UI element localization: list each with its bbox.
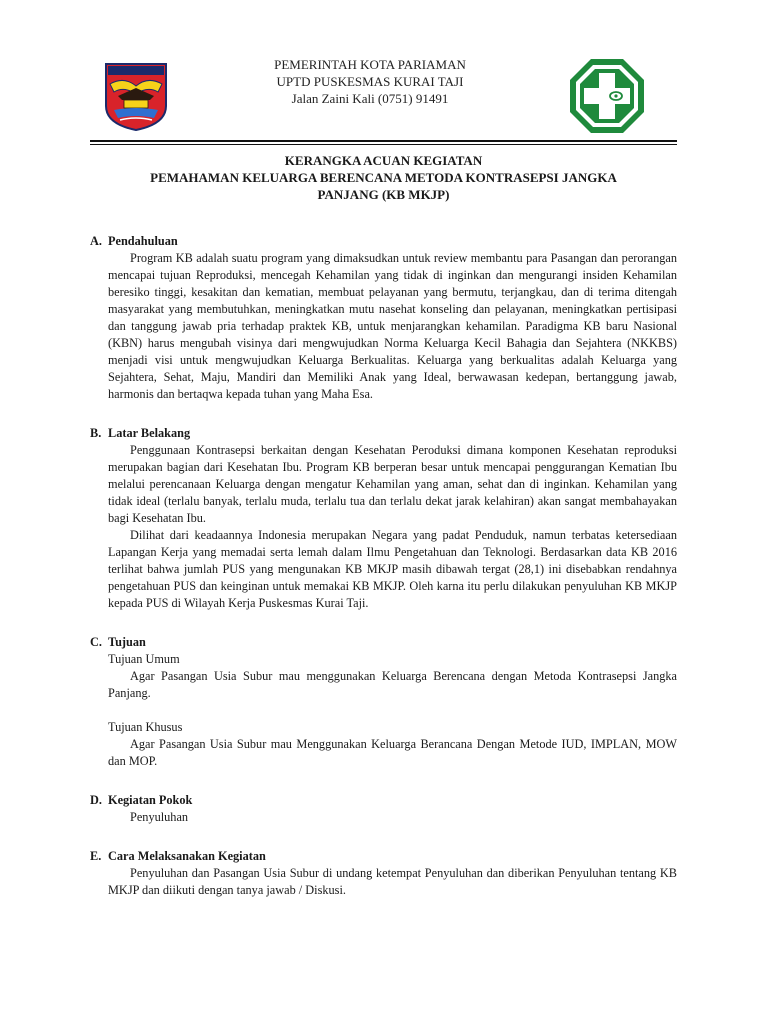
paragraph: Penggunaan Kontrasepsi berkaitan dengan Kesehatan Peroduksi dimana komponen Kesehatan reproduksi merupakan bagian dari Kesehatan Ibu. Program KB berperan besar untuk mencapai penggurangan Kematian Ibu melalui perencanaan Keluarga dengan mengatur Kehamilan yang aman, sehat dan di inginkan. Kehamilan yang tidak ideal (terlalu banyak, terlalu muda, terlalu tua dan terlalu dekat jarak kelahiran) akan sangat membahayakan bagi Kesehatan Ibu. xyxy=(108,443,677,525)
puskesmas-logo xyxy=(569,58,645,134)
paragraph: Program KB adalah suatu program yang dimaksudkan untuk review membantu para Pasangan dan perorangan mencapai tujuan Reproduksi, mencegah Kehamilan yang tidak di inginkan dan mengurangi insiden Kehamilan beresiko tinggi, kesakitan dan kematian, membuat pelayanan yang bermutu, terjangkau, dan di terima ditengah masyarakat yang membutuhkan, meningkatkan mutu nasehat konseling dan pelayanan, meningkatkan pertisipasi dan tanggung jawab pria terhadap praktek KB, untuk menjarangkan kehamilan. Paradigma KB baru Nasional (KBN) harus mengubah visinya dari mengwujudkan Norma Keluarga Kecil Bahagia dan Sejahtera (NKKBS) menjadi visi untuk mengwujudkan Keluarga Berkualitas. Keluarga yang berkualitas adalah Keluarga yang Sejahtera, Sehat, Maju, Mandiri dan Memiliki Anak yang Ideal, berwawasan kedepan, bertanggung jawab, harmonis dan bertaqwa kepada tuhan yang Maha Esa. xyxy=(108,251,677,401)
section-latar-belakang xyxy=(90,425,677,612)
paragraph: Penyuluhan xyxy=(130,810,189,824)
letterhead-rule xyxy=(90,140,677,142)
section-kegiatan-pokok xyxy=(90,792,677,826)
tujuan-khusus-label: Tujuan Khusus xyxy=(108,720,183,734)
paragraph: Penyuluhan dan Pasangan Usia Subur di undang ketempat Penyuluhan dan diberikan Penyuluhan tentang KB MKJP dan diikuti dengan tanya jawab / Diskusi. xyxy=(108,866,677,897)
section-heading: D. Kegiatan Pokok xyxy=(90,793,193,807)
paragraph: Agar Pasangan Usia Subur mau Menggunakan Keluarga Berancana Dengan Metode IUD, IMPLAN, MOW dan MOP. xyxy=(108,737,677,768)
letterhead-line-1: PEMERINTAH KOTA PARIAMAN xyxy=(274,57,466,72)
tujuan-umum-label: Tujuan Umum xyxy=(108,652,180,666)
paragraph: Agar Pasangan Usia Subur mau menggunakan Keluarga Berencana dengan Metoda Kontrasepsi Jangka Panjang. xyxy=(108,669,677,700)
document-body xyxy=(90,233,677,921)
title-line-2: PEMAHAMAN KELUARGA BERENCANA METODA KONTRASEPSI JANGKA xyxy=(150,170,617,185)
section-heading: C. Tujuan xyxy=(90,635,146,649)
letterhead-rule-thin xyxy=(90,144,677,145)
section-cara-melaksanakan xyxy=(90,848,677,899)
letterhead-line-2: UPTD PUSKESMAS KURAI TAJI xyxy=(276,74,464,89)
section-pendahuluan xyxy=(90,233,677,403)
letterhead-line-3: Jalan Zaini Kali (0751) 91491 xyxy=(291,91,449,106)
title-line-3: PANJANG (KB MKJP) xyxy=(317,187,450,202)
section-heading: B. Latar Belakang xyxy=(90,426,191,440)
title-line-1: KERANGKA ACUAN KEGIATAN xyxy=(284,153,483,168)
document-title xyxy=(90,152,677,203)
paragraph: Dilihat dari keadaannya Indonesia merupakan Negara yang padat Penduduk, namun terbatas ketersediaan Lapangan Kerja yang memadai serta lemah dalam Ilmu Pengetahuan dan Teknologi. Berdasarkan data KB 2016 terlihat bahwa jumlah PUS yang mengunakan KB MKJP masih dibawah tergat (28,1) ini disebabkan rendahnya pengetahuan PUS dan keinginan untuk memakai KB MKJP. Oleh karna itu perlu dilakukan penyuluhan KB MKJP kepada PUS di Wilayah Kerja Puskesmas Kurai Taji. xyxy=(108,528,677,610)
section-heading: E. Cara Melaksanakan Kegiatan xyxy=(90,849,266,863)
section-tujuan xyxy=(90,634,677,770)
section-heading: A. Pendahuluan xyxy=(90,234,178,248)
letterhead xyxy=(180,56,560,107)
kota-pariaman-logo xyxy=(104,62,168,132)
